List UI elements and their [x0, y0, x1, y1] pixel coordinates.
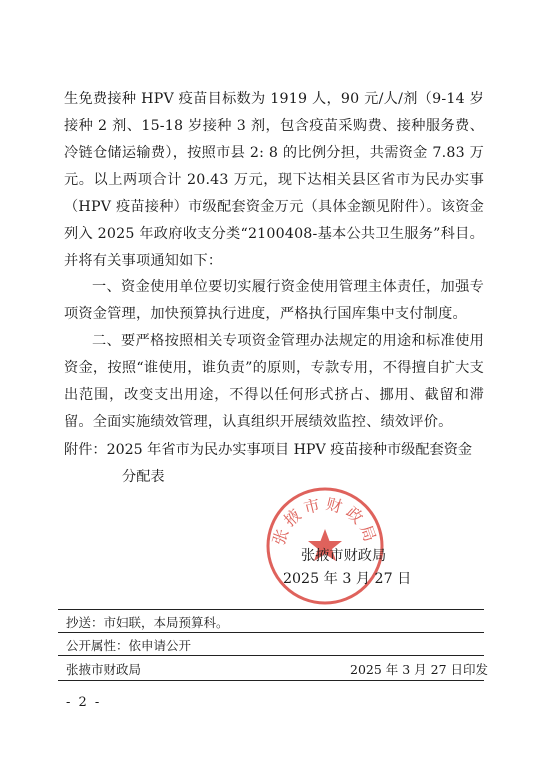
- signature-date: 2025 年 3 月 27 日: [283, 571, 412, 587]
- attachment-note: [64, 437, 484, 491]
- svg-text:张掖市财政局: 张掖市财政局: [268, 494, 382, 548]
- paragraph-item-two: 二、要严格按照相关专项资金管理办法规定的用途和标准使用资金，按照“谁使用，谁负责”的原则，专款专用，不得擅自扩大支出范围，改变支出用途，不得以任何形式挤占、挪用、截留和滞留。全面实施绩效管理，认真组织开展绩效监控、绩效评价。: [64, 333, 484, 430]
- footer-divider: [58, 632, 484, 633]
- paragraph-funding-details: 生免费接种 HPV 疫苗目标数为 1919 人，90 元/人/剂（9-14 岁接种 2 剂、15-18 岁接种 3 剂，包含疫苗采购费、接种服务费、冷链仓储运输费），按照市县 2: 8 的比例分担，共需资金 7.83 万元。以上两项合计 20.43 万元，现下达相关县区省市为民办实事（HPV 疫苗接种）市级配套资金万元（具体金额见附件）。该资金列入 2025 年政府收支分类“2100408-基本公共卫生服务”科目。并将有关事项通知如下：: [64, 91, 484, 269]
- cc-line: 抄送：市妇联，本局预算科。: [66, 615, 229, 630]
- footer-divider-bottom: [58, 680, 484, 681]
- issuer: 张掖市财政局: [66, 662, 142, 677]
- paragraph-item-one: 一、资金使用单位要切实履行资金使用管理主体责任，加强专项资金管理，加快预算执行进度，严格执行国库集中支付制度。: [64, 279, 484, 322]
- issue-date: 2025 年 3 月 27 日印发: [350, 662, 489, 677]
- signature-organization: 张掖市财政局: [301, 548, 387, 564]
- attachment-line-1: 附件：2025 年省市为民办实事项目 HPV 疫苗接种市级配套资金: [64, 442, 473, 458]
- page-number: - 2 -: [66, 695, 102, 710]
- footer-divider-top: [58, 609, 484, 610]
- attachment-line-2: 分配表: [122, 469, 165, 485]
- public-attribute: 公开属性：依申请公开: [66, 638, 192, 653]
- footer-divider: [58, 655, 484, 656]
